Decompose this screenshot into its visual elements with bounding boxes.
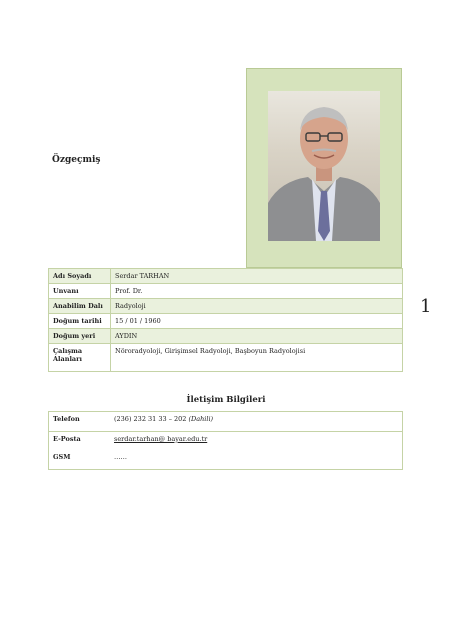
- table-row: [49, 299, 403, 314]
- row-label: Doğum tarihi: [49, 314, 111, 329]
- row-label: Doğum yeri: [49, 329, 111, 344]
- table-row: [49, 412, 403, 432]
- email-link[interactable]: serdar.tarhan@ bayar.edu.tr: [114, 434, 208, 443]
- contact-table: [48, 411, 403, 470]
- phone-number: (236) 232 31 33 – 202: [114, 415, 187, 423]
- gsm-value: ……: [114, 453, 127, 462]
- table-row: [49, 269, 403, 284]
- page-title: Özgeçmiş: [52, 155, 101, 165]
- phone-note: (Dahili): [188, 415, 214, 423]
- table-row: [49, 284, 403, 299]
- row-label: Adı Soyadı: [49, 269, 111, 284]
- table-row: [49, 344, 403, 372]
- page-number: 1: [420, 296, 432, 317]
- portrait-illustration: [268, 91, 380, 241]
- table-row: [49, 329, 403, 344]
- contact-heading: İletişim Bilgileri: [186, 395, 266, 405]
- profile-photo: [268, 91, 380, 241]
- row-label: Çalışma Alanları: [49, 344, 111, 372]
- row-value: AYDIN: [111, 329, 403, 344]
- table-row: [49, 431, 403, 450]
- gsm-label: GSM: [53, 453, 71, 462]
- table-row: [49, 314, 403, 329]
- row-value: Prof. Dr.: [111, 284, 403, 299]
- table-row: [49, 450, 403, 469]
- phone-label: Telefon: [49, 412, 111, 432]
- row-value: Nöroradyoloji, Girişimsel Radyoloji, Başboyun Radyolojisi: [111, 344, 403, 372]
- phone-value: [110, 412, 403, 432]
- email-cell: [110, 431, 403, 450]
- email-label: E-Posta: [53, 434, 81, 443]
- row-label: Anabilim Dalı: [49, 299, 111, 314]
- row-value: Serdar TARHAN: [111, 269, 403, 284]
- row-value: 15 / 01 / 1960: [111, 314, 403, 329]
- row-label: Unvanı: [49, 284, 111, 299]
- row-value: Radyoloji: [111, 299, 403, 314]
- personal-info-table: [48, 268, 403, 372]
